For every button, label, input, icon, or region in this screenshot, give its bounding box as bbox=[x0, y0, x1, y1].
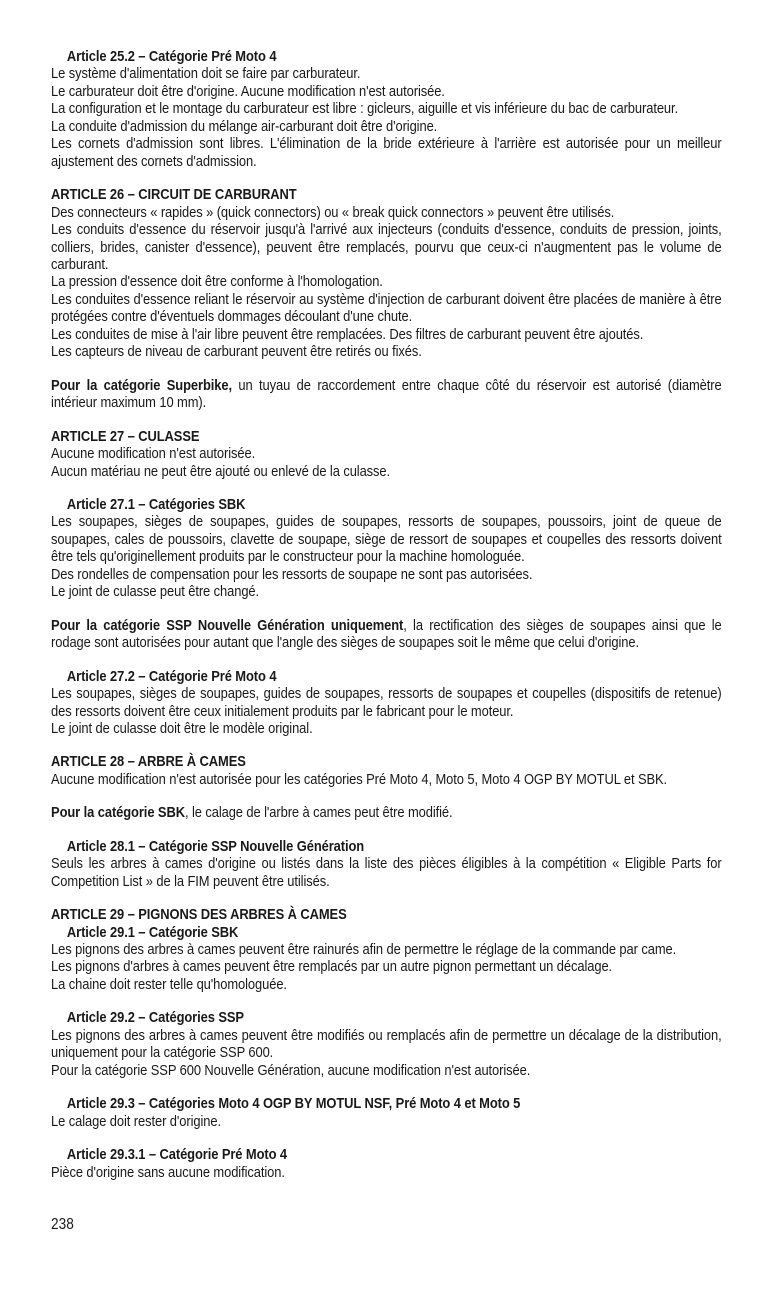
paragraph: Aucun matériau ne peut être ajouté ou enlevé de la culasse. bbox=[51, 463, 391, 480]
paragraph: La conduite d'admission du mélange air-carburant doit être d'origine. bbox=[51, 118, 438, 135]
article-heading: Article 27.2 – Catégorie Pré Moto 4 bbox=[66, 668, 277, 685]
paragraph: Aucune modification n'est autorisée. bbox=[51, 446, 256, 463]
paragraph-lead-bold: Pour la catégorie SSP Nouvelle Génération uniquement bbox=[51, 617, 404, 634]
document-content bbox=[51, 49, 722, 1182]
paragraph: Seuls les arbres à cames d'origine ou listés dans la liste des pièces éligibles à la compétition « Eligible Parts for Competition List » de la FIM peuvent être utilisés. bbox=[51, 856, 722, 890]
paragraph: La configuration et le montage du carburateur est libre : gicleurs, aiguille et vis inférieure du bac de carburateur. bbox=[51, 101, 679, 118]
paragraph: Les pignons d'arbres à cames peuvent être remplacés par un autre pignon permettant un décalage. bbox=[51, 959, 613, 976]
paragraph: Pour la catégorie SBK, le calage de l'arbre à cames peut être modifié. bbox=[51, 805, 453, 822]
paragraph: Les soupapes, sièges de soupapes, guides de soupapes, ressorts de soupapes, poussoirs, joint de queue de soupapes, cales de poussoirs, clavette de soupape, siège de ressort de soupapes et coupelles des ressorts doivent être tels qu'originellement produits par le constructeur pour la machine homologuée. bbox=[51, 514, 722, 566]
paragraph: Le système d'alimentation doit se faire par carburateur. bbox=[51, 66, 361, 83]
paragraph: Le calage doit rester d'origine. bbox=[51, 1113, 221, 1130]
article-heading: Article 29.1 – Catégorie SBK bbox=[66, 924, 239, 941]
article-heading: Article 27.1 – Catégories SBK bbox=[66, 496, 246, 513]
article-heading: ARTICLE 28 – ARBRE À CAMES bbox=[51, 754, 246, 771]
paragraph: Les cornets d'admission sont libres. L'élimination de la bride extérieure à l'arrière est autorisée pour un meilleur ajustement des cornets d'admission. bbox=[51, 136, 722, 170]
paragraph: La pression d'essence doit être conforme à l'homologation. bbox=[51, 274, 383, 291]
article-heading: Article 29.3 – Catégories Moto 4 OGP BY MOTUL NSF, Pré Moto 4 et Moto 5 bbox=[66, 1096, 521, 1113]
article-heading: Article 29.3.1 – Catégorie Pré Moto 4 bbox=[66, 1147, 288, 1164]
paragraph: La chaine doit rester telle qu'homologuée. bbox=[51, 976, 287, 993]
article-heading: Article 25.2 – Catégorie Pré Moto 4 bbox=[66, 49, 277, 65]
paragraph: Les capteurs de niveau de carburant peuvent être retirés ou fixés. bbox=[51, 344, 422, 361]
article-heading: ARTICLE 26 – CIRCUIT DE CARBURANT bbox=[51, 187, 297, 204]
paragraph: Les conduites d'essence reliant le réservoir au système d'injection de carburant doivent être placées de manière à être protégées contre d'éventuels dommages découlant d'une chute. bbox=[51, 291, 722, 326]
paragraph: Les soupapes, sièges de soupapes, guides de soupapes, ressorts de soupapes et coupelles (dispositifs de retenue) des ressorts doivent être ceux initialement produits par le fabricant pour le moteur. bbox=[51, 686, 722, 720]
page-number: 238 bbox=[51, 1216, 74, 1234]
paragraph-lead-bold: Pour la catégorie SBK bbox=[51, 805, 185, 822]
paragraph-lead-bold: Pour la catégorie Superbike, bbox=[51, 377, 232, 394]
paragraph: Les pignons des arbres à cames peuvent être rainurés afin de permettre le réglage de la commande par came. bbox=[51, 942, 677, 959]
paragraph: Le carburateur doit être d'origine. Aucune modification n'est autorisée. bbox=[51, 83, 445, 100]
article-heading: ARTICLE 29 – PIGNONS DES ARBRES À CAMES bbox=[51, 907, 347, 924]
article-heading: Article 29.2 – Catégories SSP bbox=[66, 1010, 244, 1027]
paragraph: Les conduites de mise à l'air libre peuvent être remplacées. Des filtres de carburant peuvent être ajoutés. bbox=[51, 326, 644, 343]
paragraph: Le joint de culasse doit être le modèle original. bbox=[51, 720, 313, 737]
paragraph: Aucune modification n'est autorisée pour les catégories Pré Moto 4, Moto 5, Moto 4 OGP BY MOTUL et SBK. bbox=[51, 771, 668, 788]
paragraph: Des rondelles de compensation pour les ressorts de soupape ne sont pas autorisées. bbox=[51, 566, 533, 583]
paragraph: Des connecteurs « rapides » (quick connectors) ou « break quick connectors » peuvent être utilisés. bbox=[51, 204, 615, 221]
paragraph: Les conduits d'essence du réservoir jusqu'à l'arrivé aux injecteurs (conduits d'essence, conduits de pression, joints, colliers, brides, canister d'essence), peuvent être remplacés, pourvu que ceux-ci n'augmentent pas le volume de carburant. bbox=[51, 222, 722, 273]
paragraph: Les pignons des arbres à cames peuvent être modifiés ou remplacés afin de permettre un décalage de la distribution, uniquement pour la catégorie SSP 600. bbox=[51, 1027, 722, 1062]
article-heading: Article 28.1 – Catégorie SSP Nouvelle Génération bbox=[66, 838, 365, 855]
paragraph: Pour la catégorie SSP 600 Nouvelle Génération, aucune modification n'est autorisée. bbox=[51, 1062, 531, 1079]
article-heading: ARTICLE 27 – CULASSE bbox=[51, 428, 200, 445]
paragraph: Le joint de culasse peut être changé. bbox=[51, 584, 260, 601]
paragraph: Pour la catégorie SSP Nouvelle Génération uniquement, la rectification des sièges de soupapes ainsi que le rodage sont autorisées pour autant que l'angle des sièges de soupapes soit le même que celui d'origine. bbox=[51, 617, 722, 652]
paragraph: Pour la catégorie Superbike, un tuyau de raccordement entre chaque côté du réservoir est autorisé (diamètre intérieur maximum 10 mm). bbox=[51, 377, 722, 412]
paragraph: Pièce d'origine sans aucune modification. bbox=[51, 1164, 285, 1181]
